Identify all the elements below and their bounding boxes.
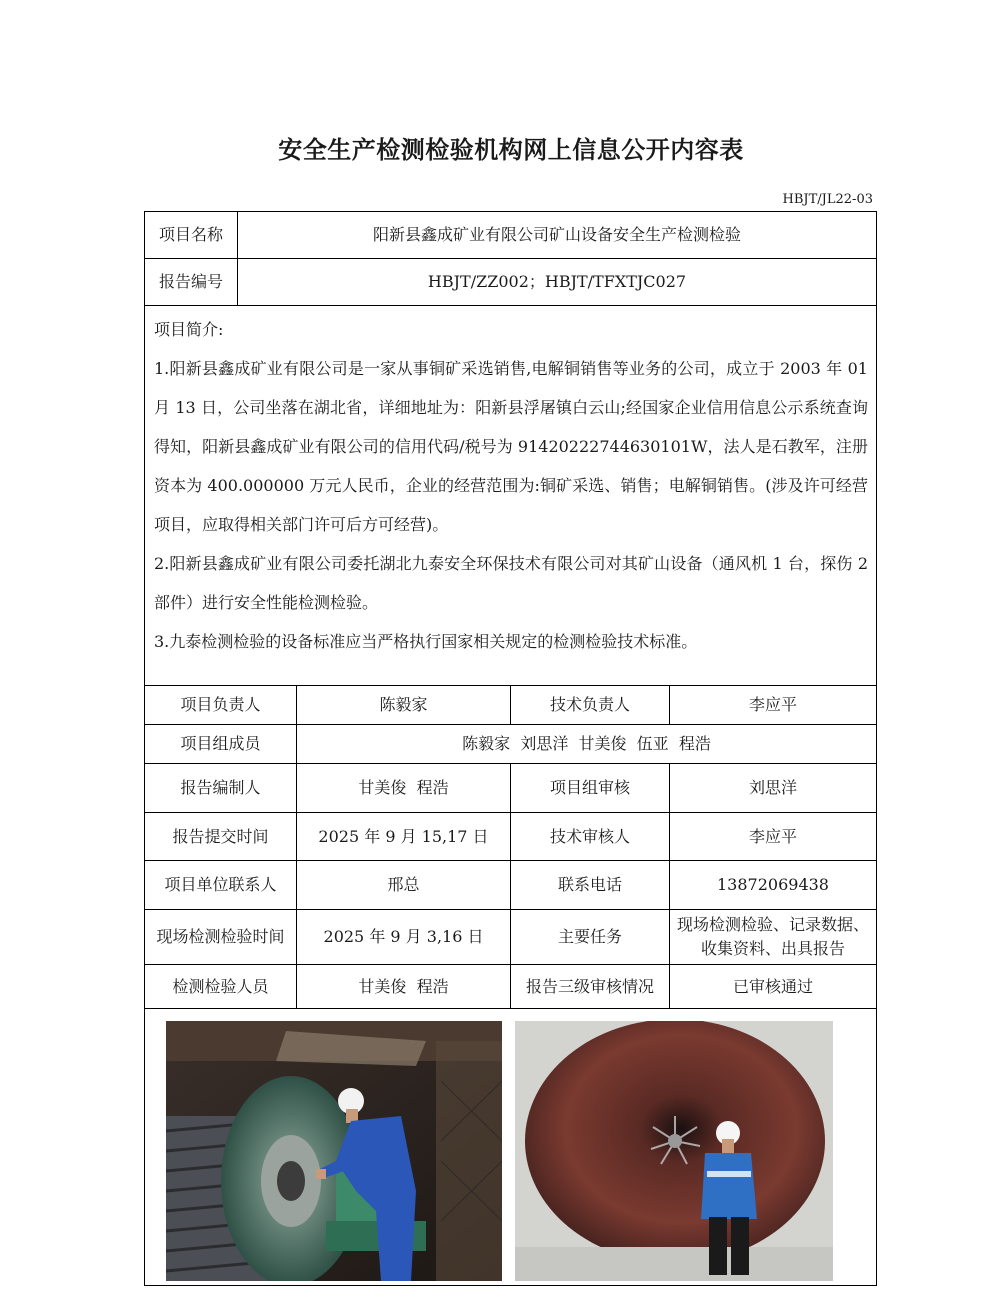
info-table [144, 211, 877, 1286]
report-number-label: 报告编号 [145, 259, 238, 305]
row-author [145, 764, 876, 813]
submit-value: 2025 年 9 月 15,17 日 [297, 813, 511, 860]
leader-value: 陈毅家 [297, 686, 511, 724]
contact-value: 邢总 [297, 861, 511, 909]
row-contact [145, 861, 876, 910]
phone-label: 联系电话 [511, 861, 670, 909]
contact-label: 项目单位联系人 [145, 861, 297, 909]
row-submit [145, 813, 876, 861]
submit-label: 报告提交时间 [145, 813, 297, 860]
photo-fan-inspection [515, 1021, 833, 1281]
row-members [145, 725, 876, 764]
row-report-number [145, 259, 876, 306]
tech-review-value: 李应平 [748, 826, 797, 846]
leader-label: 项目负责人 [145, 686, 297, 724]
tech-lead-value: 李应平 [748, 695, 797, 714]
project-intro [145, 306, 876, 673]
audit-value: 已审核通过 [732, 976, 813, 996]
document-number: HBJT/JL22-03 [782, 192, 873, 207]
row-inspector [145, 965, 876, 1009]
task-label: 主要任务 [511, 910, 670, 964]
intro-paragraph-2: 2.阳新县鑫成矿业有限公司委托湖北九泰安全环保技术有限公司对其矿山设备（通风机 1 台，探伤 2 部件）进行安全性能检测检验。 [154, 554, 868, 612]
task-value: 现场检测检验、记录数据、收集资料、出具报告 [676, 915, 869, 958]
author-label: 报告编制人 [145, 764, 297, 812]
intro-heading: 项目简介: [154, 320, 224, 339]
author-value: 甘美俊 程浩 [297, 764, 511, 812]
intro-paragraph-1: 1.阳新县鑫成矿业有限公司是一家从事铜矿采选销售,电解铜销售等业务的公司，成立于 2003 年 01 月 13 日，公司坐落在湖北省，详细地址为：阳新县浮屠镇白云山;经国家企业信用信息公示系统查询得知，阳新县鑫成矿业有限公司的信用代码/税号为 91420222744630101W，法人是石教军，注册资本为 400.000000 万元人民币，企业的经营范围为:铜矿采选、销售；电解铜销售。(涉及许可经营项目，应取得相关部门许可后方可经营)。 [154, 359, 868, 534]
onsite-label: 现场检测检验时间 [145, 910, 297, 964]
tech-lead-label: 技术负责人 [511, 686, 670, 724]
row-leader [145, 686, 876, 725]
row-project-name [145, 212, 876, 259]
audit-label: 报告三级审核情况 [511, 965, 670, 1008]
row-onsite [145, 910, 876, 965]
review-label: 项目组审核 [511, 764, 670, 812]
members-value: 陈毅家 刘思洋 甘美俊 伍亚 程浩 [462, 734, 711, 753]
page-title: 安全生产检测检验机构网上信息公开内容表 [278, 136, 744, 164]
review-value: 刘思洋 [748, 778, 797, 797]
phone-value: 13872069438 [717, 875, 829, 894]
photo-hoist-inspection [166, 1021, 502, 1281]
inspector-label: 检测检验人员 [145, 965, 297, 1008]
onsite-value: 2025 年 9 月 3,16 日 [297, 910, 511, 964]
members-label: 项目组成员 [145, 725, 297, 763]
intro-paragraph-3: 3.九泰检测检验的设备标准应当严格执行国家相关规定的检测检验技术标准。 [154, 632, 698, 651]
project-name-value: 阳新县鑫成矿业有限公司矿山设备安全生产检测检验 [372, 225, 741, 244]
row-intro [145, 306, 876, 686]
inspector-value: 甘美俊 程浩 [297, 965, 511, 1008]
row-photos [145, 1009, 876, 1285]
report-number-value: HBJT/ZZ002；HBJT/TFXTJC027 [427, 272, 687, 291]
tech-review-label: 技术审核人 [511, 813, 670, 860]
project-name-label: 项目名称 [145, 212, 238, 258]
